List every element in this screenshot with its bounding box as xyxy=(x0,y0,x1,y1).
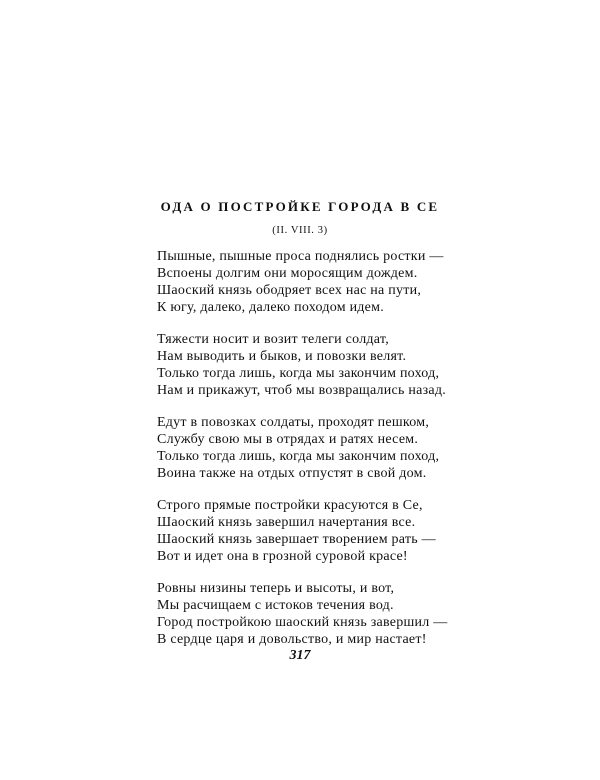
poem-line: Пышные, пышные проса поднялись ростки — xyxy=(157,249,444,264)
poem-line: Мы расчищаем с истоков течения вод. xyxy=(157,598,394,613)
poem-line: Тяжести носит и возит телеги солдат, xyxy=(157,332,389,347)
poem-line: Шаоский князь ободряет всех нас на пути, xyxy=(157,283,422,298)
poem-line: Город постройкою шаоский князь завершил — xyxy=(157,615,448,630)
stanza-4 xyxy=(157,497,457,565)
page-number: 317 xyxy=(289,648,311,663)
poem-line: Вот и идет она в грозной суровой красе! xyxy=(157,549,408,564)
poem-title: ОДА О ПОСТРОЙКЕ ГОРОДА В СЕ xyxy=(160,199,440,214)
poem-line: Шаоский князь завершил начертания все. xyxy=(157,515,416,530)
stanza-5 xyxy=(157,580,457,648)
poem-line: В сердце царя и довольство, и мир настает! xyxy=(157,632,427,647)
poem-line: Шаоский князь завершает творением рать — xyxy=(157,532,436,547)
poem-line: Службу свою мы в отрядах и ратях несем. xyxy=(157,432,419,447)
poem-body xyxy=(157,248,457,663)
poem-line: Только тогда лишь, когда мы закончим поход, xyxy=(157,366,440,381)
stanza-3 xyxy=(157,414,457,482)
stanza-2 xyxy=(157,331,457,399)
poem-line: Едут в повозках солдаты, проходят пешком, xyxy=(157,415,430,430)
stanza-1 xyxy=(157,248,457,316)
poem-line: Строго прямые постройки красуются в Се, xyxy=(157,498,423,513)
poem-line: Воина также на отдых отпустят в свой дом. xyxy=(157,466,427,481)
poem-line: Ровны низины теперь и высоты, и вот, xyxy=(157,581,395,596)
poem-line: К югу, далеко, далеко походом идем. xyxy=(157,300,385,315)
poem-line: Вспоены долгим они моросящим дождем. xyxy=(157,266,418,281)
poem-line: Нам выводить и быков, и повозки велят. xyxy=(157,349,407,364)
poem-line: Нам и прикажут, чтоб мы возвращались назад. xyxy=(157,383,446,398)
poem-line: Только тогда лишь, когда мы закончим поход, xyxy=(157,449,440,464)
poem-subtitle: (II. VIII. 3) xyxy=(272,225,328,236)
